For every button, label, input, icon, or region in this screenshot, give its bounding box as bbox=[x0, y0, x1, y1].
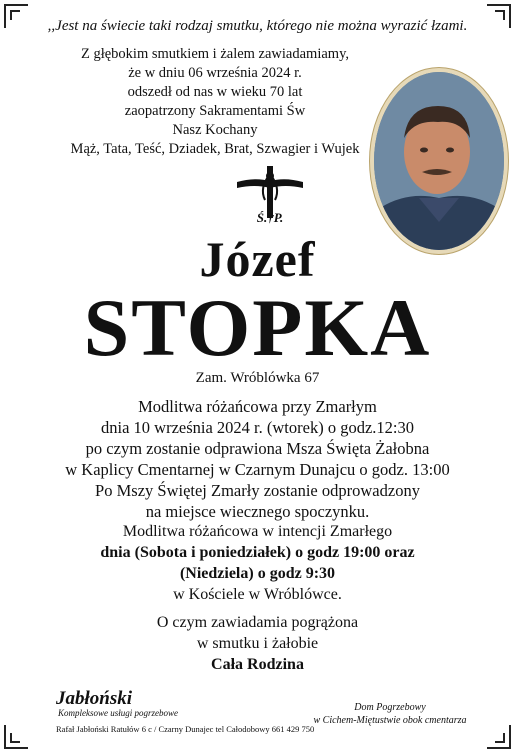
announcement-line: że w dniu 06 września 2024 r. bbox=[128, 65, 302, 81]
rosary-details bbox=[0, 521, 515, 605]
address: Zam. Wróblówka 67 bbox=[195, 370, 320, 386]
rosary-line: w Kościele w Wróblówce. bbox=[173, 586, 342, 603]
corner-ornament bbox=[487, 725, 511, 749]
location-line: w Cichem-Miętustwie obok cmentarza bbox=[313, 715, 467, 726]
funeral-home-logo: Jabłoński bbox=[56, 688, 133, 709]
closing-line: O czym zawiadamia pogrążona bbox=[156, 614, 359, 631]
ceremony-line: po czym zostanie odprawiona Msza Święta Żałobna bbox=[85, 439, 430, 458]
announcement bbox=[60, 45, 370, 159]
closing bbox=[0, 612, 515, 675]
ceremony-details bbox=[0, 396, 515, 522]
rosary-line: Modlitwa różańcowa w intencji Zmarłego bbox=[122, 523, 393, 540]
deceased-photo bbox=[370, 68, 508, 254]
rosary-line: dnia (Sobota i poniedziałek) o godz 19:00 oraz bbox=[100, 544, 415, 561]
announcement-line: zaopatrzony Sakramentami Św bbox=[124, 103, 306, 119]
announcement-line: Z głębokim smutkiem i żalem zawiadamiamy, bbox=[80, 46, 350, 62]
rosary-line: (Niedziela) o godz 9:30 bbox=[179, 565, 336, 582]
ceremony-line: dnia 10 września 2024 r. (wtorek) o godz.12:30 bbox=[101, 418, 414, 437]
location-line: Dom Pogrzebowy bbox=[354, 702, 426, 713]
portrait-image bbox=[374, 72, 504, 250]
ceremony-line: Po Mszy Świętej Zmarły zostanie odprowadzony bbox=[95, 481, 420, 500]
ceremony-line: w Kaplicy Cmentarnej w Czarnym Dunajcu o godz. 13:00 bbox=[65, 460, 450, 479]
deceased-last-name: STOPKA bbox=[83, 282, 432, 373]
ceremony-line: na miejsce wiecznego spoczynku. bbox=[145, 502, 370, 521]
announcement-line: odszedł od nas w wieku 70 lat bbox=[127, 84, 303, 100]
funeral-home-info bbox=[56, 690, 316, 734]
funeral-home-location bbox=[310, 701, 470, 727]
quote: ,,Jest na świecie taki rodzaj smutku, którego nie można wyrazić łzami. bbox=[47, 18, 468, 34]
initials: Ś.†P. bbox=[256, 210, 284, 225]
funeral-home-tagline: Kompleksowe usługi pogrzebowe bbox=[58, 708, 178, 718]
ceremony-line: Modlitwa różańcowa przy Zmarłym bbox=[138, 397, 377, 416]
announcement-line: Mąż, Tata, Teść, Dziadek, Brat, Szwagier i Wujek bbox=[70, 141, 360, 157]
family-signature: Cała Rodzina bbox=[211, 656, 304, 673]
funeral-home-contact: Rafał Jabłoński Ratułów 6 c / Czarny Dunajec tel Całodobowy 661 429 750 bbox=[56, 724, 315, 734]
corner-ornament bbox=[4, 725, 28, 749]
deceased-first-name: Józef bbox=[199, 231, 316, 287]
closing-line: w smutku i żałobie bbox=[196, 635, 319, 652]
announcement-line: Nasz Kochany bbox=[172, 122, 258, 138]
